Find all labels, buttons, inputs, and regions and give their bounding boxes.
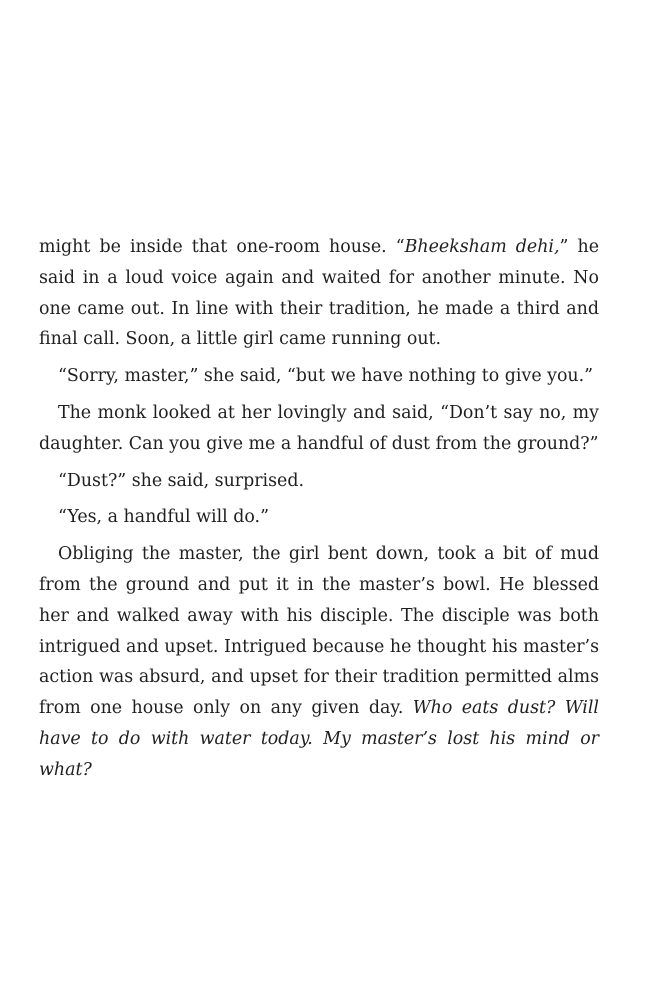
text-run: ” he said in a loud voice again and waited for another minute. No one came out. In line with their tradition, he made a third and final call. Soon, a little girl came running out. [39, 237, 599, 350]
paragraph [39, 466, 599, 497]
text-run: “Yes, a handful will do.” [58, 507, 269, 528]
paragraph [39, 398, 599, 460]
text-run: might be inside that one-room house. “ [39, 237, 405, 257]
text-run: “Sorry, master,” she said, “but we have nothing to give you.” [58, 366, 594, 387]
italic-text-run: Bheeksham dehi, [404, 237, 560, 257]
paragraph [39, 361, 599, 392]
body-text [39, 232, 599, 792]
paragraph [39, 539, 599, 785]
paragraph [39, 232, 599, 355]
paragraph [39, 502, 599, 533]
text-run: Obliging the master, the girl bent down, took a bit of mud from the ground and put it in the master’s bowl. He blessed her and walked away with his disciple. The disciple was both intrigued and upset. Intrigued because he thought his master’s action was absurd, and upset for their tradition permitted alms from one house only on any given day. [39, 544, 599, 719]
text-run: The monk looked at her lovingly and said, “Don’t say no, my daughter. Can you give me a handful of dust from the ground?” [39, 402, 599, 454]
italic-text-run: Who eats dust? Will have to do with water today. My master’s lost his mind or what? [39, 698, 599, 780]
text-run: “Dust?” she said, surprised. [58, 470, 304, 491]
